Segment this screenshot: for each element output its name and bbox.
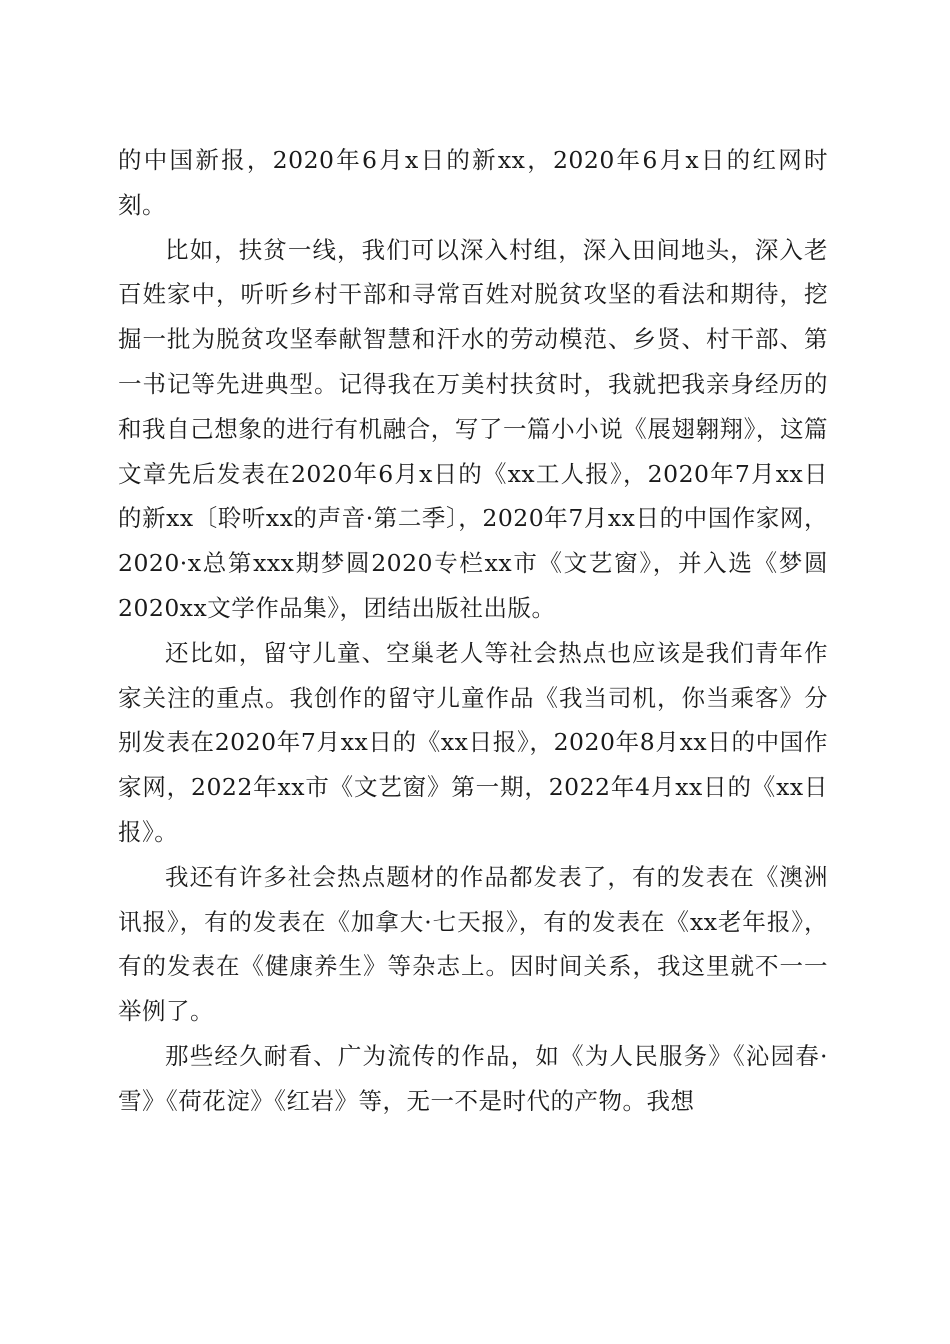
paragraph-poverty-alleviation: 比如，扶贫一线，我们可以深入村组，深入田间地头，深入老百姓家中，听听乡村干部和寻常百姓对脱贫攻坚的看法和期待，挖掘一批为脱贫攻坚奉献智慧和汗水的劳动模范、乡贤、村干部、第一书记等先进典型。记得我在万美村扶贫时，我就把我亲身经历的和我自己想象的进行有机融合，写了一篇小小说《展翅翱翔》，这篇文章先后发表在2020年6月x日的《xx工人报》，2020年7月xx日的新xx〔聆听xx的声音·第二季〕，2020年7月xx日的中国作家网，2020·x总第xxx期梦圆2020专栏xx市《文艺窗》，并入选《梦圆2020xx文学作品集》，团结出版社出版。 xyxy=(118,235,828,622)
paragraph-other-works: 我还有许多社会热点题材的作品都发表了，有的发表在《澳洲讯报》，有的发表在《加拿大·七天报》，有的发表在《xx老年报》，有的发表在《健康养生》等杂志上。因时间关系，我这里就不一一举例了。 xyxy=(118,862,828,1026)
paragraph-classic-works: 那些经久耐看、广为流传的作品，如《为人民服务》《沁园春·雪》《荷花淀》《红岩》等，无一不是时代的产物。我想 xyxy=(118,1041,828,1115)
document-body xyxy=(118,138,828,1124)
paragraph-continuation: 的中国新报，2020年6月x日的新xx，2020年6月x日的红网时刻。 xyxy=(118,146,828,219)
paragraph-left-behind-children: 还比如，留守儿童、空巢老人等社会热点也应该是我们青年作家关注的重点。我创作的留守儿童作品《我当司机，你当乘客》分别发表在2020年7月xx日的《xx日报》，2020年8月xx日的中国作家网，2022年xx市《文艺窗》第一期，2022年4月xx日的《xx日报》。 xyxy=(118,638,828,846)
